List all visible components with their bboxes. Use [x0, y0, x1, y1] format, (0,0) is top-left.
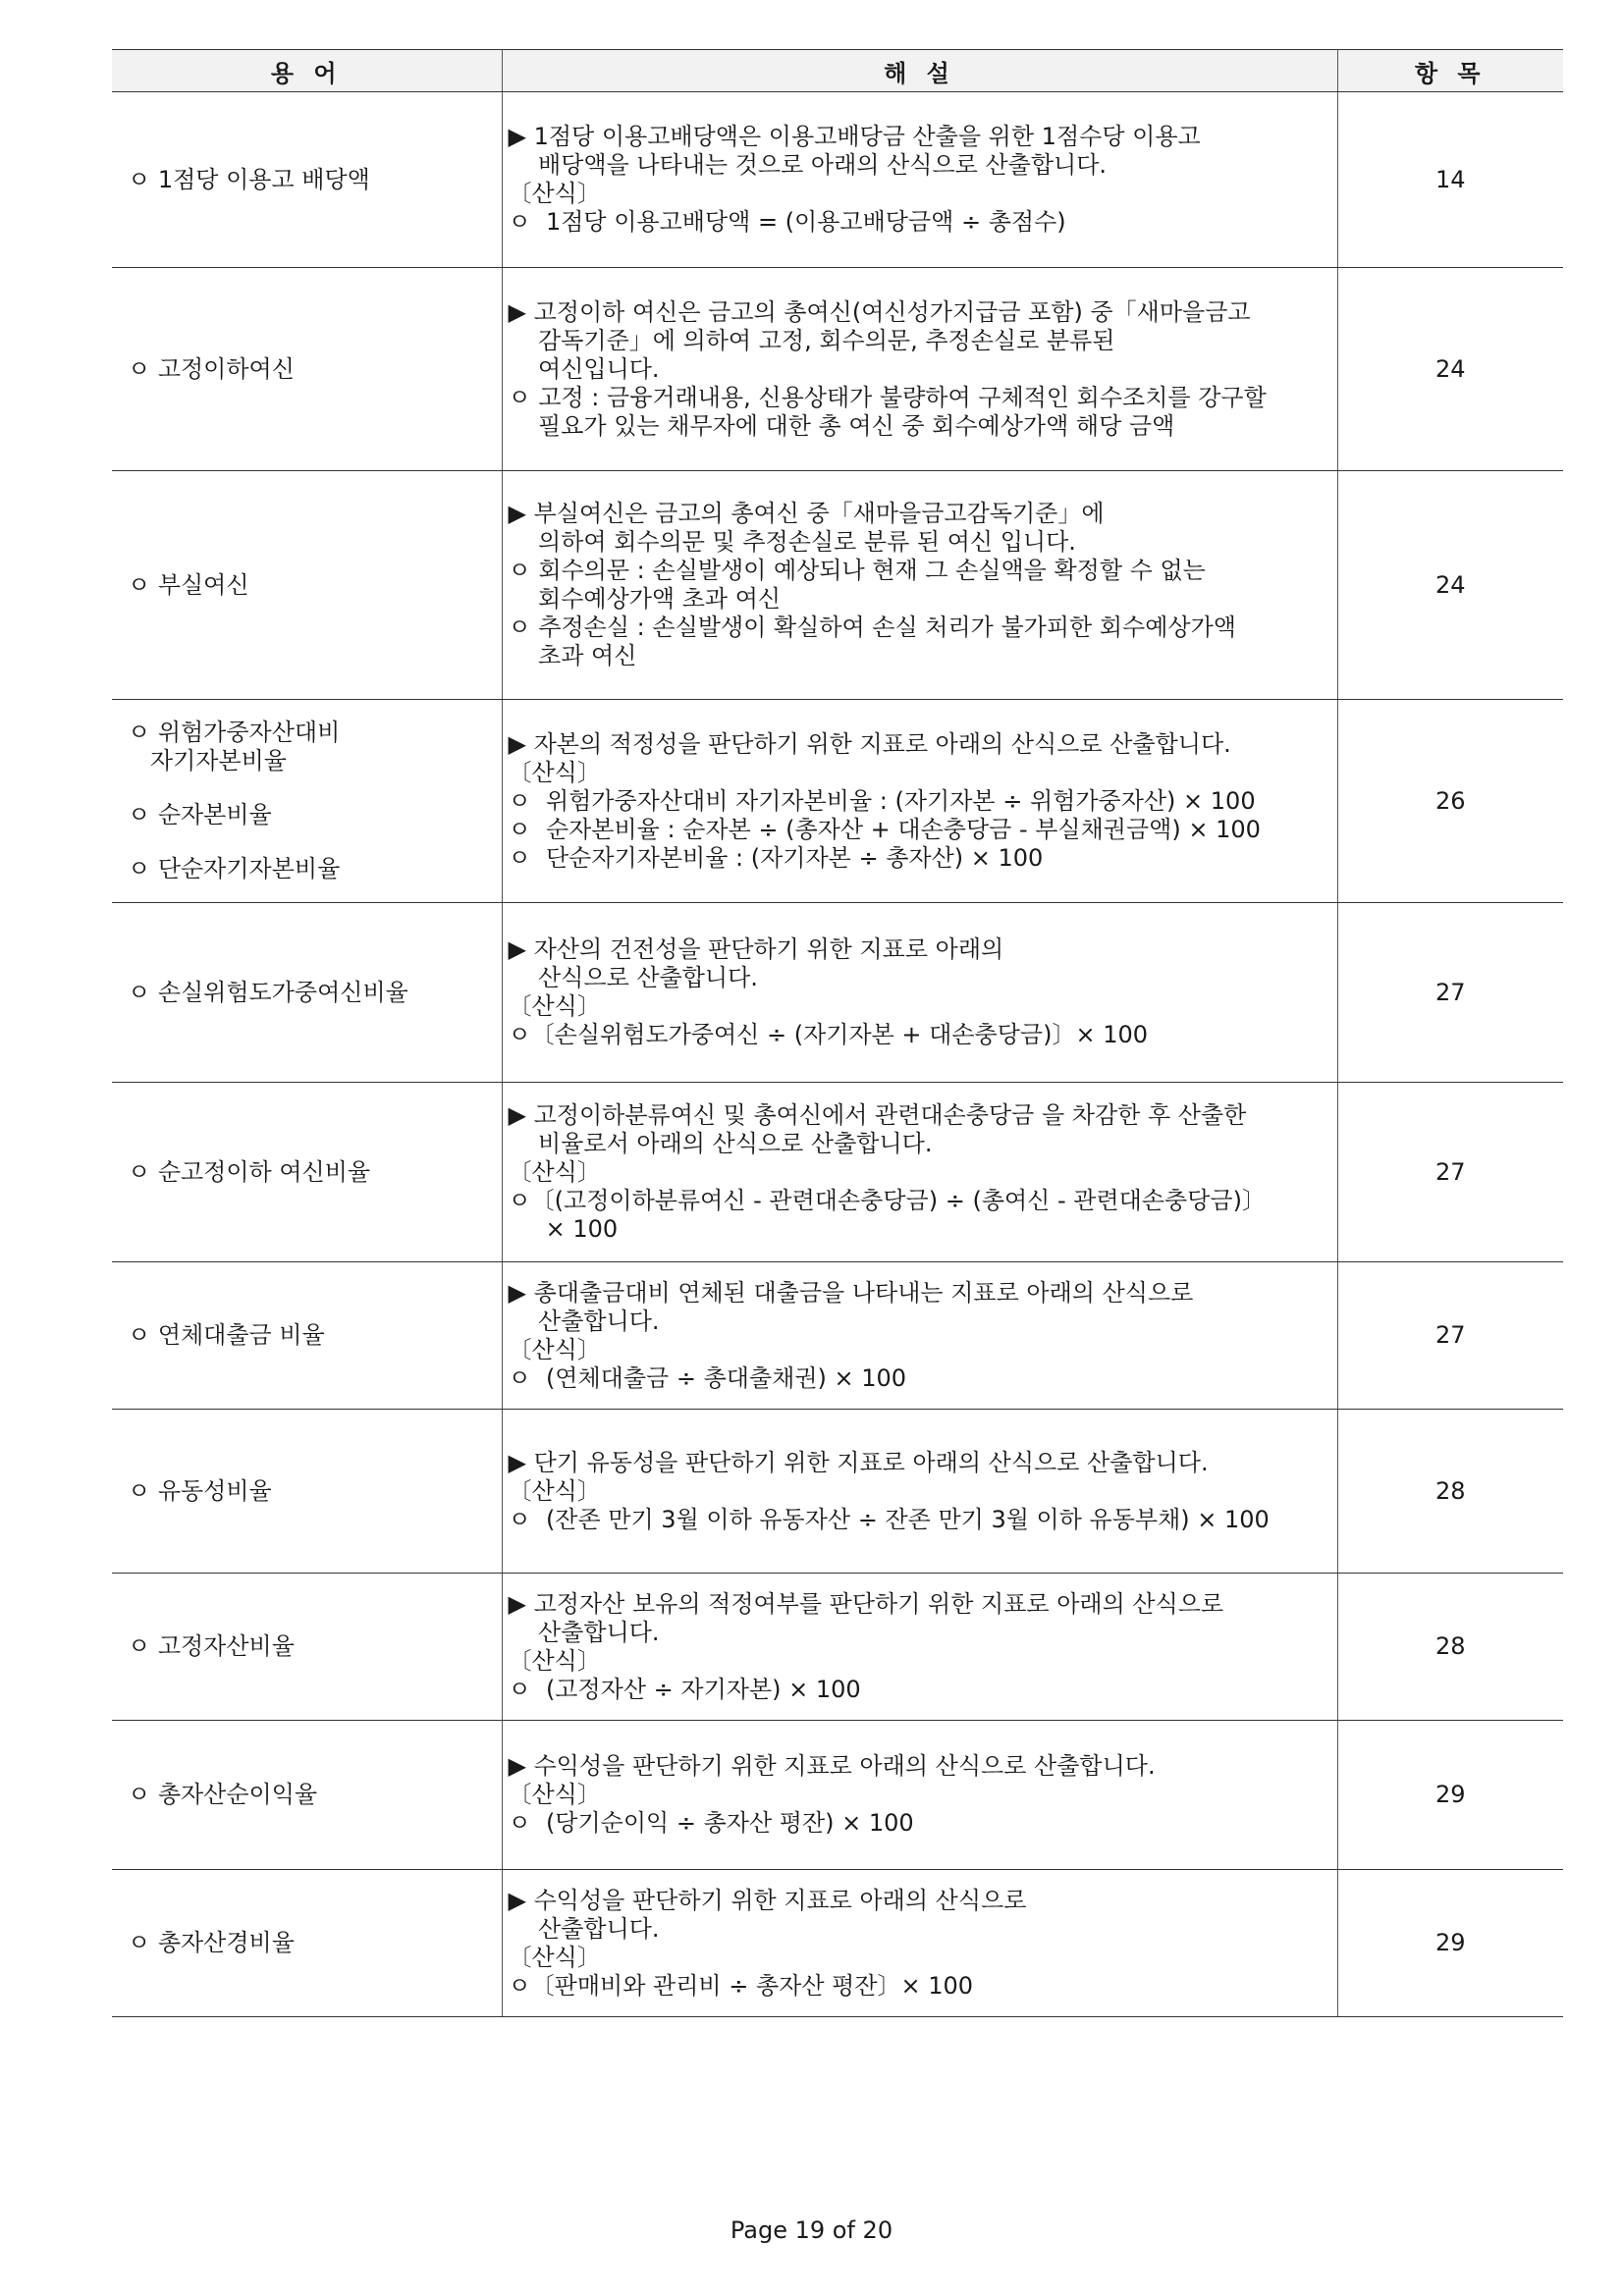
description-line: 〔산식〕 — [508, 1476, 601, 1505]
description-line: ▶ 고정이하분류여신 및 총여신에서 관련대손충당금 을 차감한 후 산출한 — [508, 1100, 1247, 1129]
table-row — [112, 1083, 1563, 1262]
description-line: 〔산식〕 — [508, 1335, 601, 1363]
term-label: ㅇ 고정자산비율 — [128, 1632, 295, 1660]
description-line: ㅇ 순자본비율 : 순자본 ÷ (총자산 + 대손충당금 - 부실채권금액) × 100 — [508, 815, 1261, 843]
term-label: ㅇ 유동성비율 — [128, 1476, 272, 1505]
table-row — [112, 92, 1563, 268]
description-line: 감독기준」에 의하여 고정, 회수의문, 추정손실로 분류된 — [508, 326, 1115, 354]
description-line: ㅇ (고정자산 ÷ 자기자본) × 100 — [508, 1675, 861, 1703]
description-line: 산출합니다. — [508, 1618, 660, 1646]
item-number-cell: 28 — [1337, 1410, 1563, 1574]
table-row — [112, 1262, 1563, 1410]
description-line: ㅇ 1점당 이용고배당액 = (이용고배당금액 ÷ 총점수) — [508, 208, 1066, 236]
description-line: ㅇ 위험가중자산대비 자기자본비율 : (자기자본 ÷ 위험가중자산) × 100 — [508, 786, 1256, 815]
description-line: 여신입니다. — [508, 354, 660, 383]
description-cell — [502, 1083, 1337, 1262]
description-line: ▶ 총대출금대비 연체된 대출금을 나타내는 지표로 아래의 산식으로 — [508, 1278, 1194, 1307]
description-line: ▶ 고정자산 보유의 적정여부를 판단하기 위한 지표로 아래의 산식으로 — [508, 1589, 1224, 1618]
description-line: 산출합니다. — [508, 1307, 660, 1335]
item-number-cell: 29 — [1337, 1870, 1563, 2017]
term-cell — [112, 903, 502, 1083]
term-cell — [112, 1083, 502, 1262]
description-line: ▶ 수익성을 판단하기 위한 지표로 아래의 산식으로 — [508, 1886, 1027, 1914]
item-number-cell: 14 — [1337, 92, 1563, 268]
term-label: ㅇ 위험가중자산대비 자기자본비율 — [128, 719, 341, 774]
description-line: 〔산식〕 — [508, 1157, 601, 1186]
item-column-header: 항 목 — [1337, 50, 1563, 92]
description-cell — [502, 471, 1337, 700]
description-line: ▶ 부실여신은 금고의 총여신 중「새마을금고감독기준」에 — [508, 500, 1105, 527]
description-line: ㅇ (당기순이익 ÷ 총자산 평잔) × 100 — [508, 1809, 914, 1837]
term-label: ㅇ 손실위험도가중여신비율 — [128, 978, 408, 1006]
description-cell — [502, 700, 1337, 903]
description-line: 산출합니다. — [508, 1914, 660, 1943]
table-row — [112, 1721, 1563, 1870]
item-number-cell: 26 — [1337, 700, 1563, 903]
item-number-cell: 28 — [1337, 1574, 1563, 1721]
term-cell — [112, 1574, 502, 1721]
description-line: ▶ 고정이하 여신은 금고의 총여신(여신성가지급금 포함) 중「새마을금고 — [508, 297, 1251, 326]
item-number-cell: 24 — [1337, 268, 1563, 471]
item-number-cell: 27 — [1337, 1262, 1563, 1410]
term-cell — [112, 268, 502, 471]
description-cell — [502, 92, 1337, 268]
glossary-table — [112, 49, 1563, 2017]
description-line: 비율로서 아래의 산식으로 산출합니다. — [508, 1129, 933, 1157]
table-header-row — [112, 50, 1563, 92]
table-body — [112, 92, 1563, 2017]
description-cell — [502, 1574, 1337, 1721]
term-cell — [112, 92, 502, 268]
term-label: ㅇ 총자산경비율 — [128, 1929, 295, 1956]
term-cell — [112, 1721, 502, 1870]
table-row — [112, 471, 1563, 700]
term-label: ㅇ 순자본비율 — [128, 801, 272, 828]
description-line: ㅇ (잔존 만기 3월 이하 유동자산 ÷ 잔존 만기 3월 이하 유동부채) × 100 — [508, 1505, 1270, 1533]
description-line: 〔산식〕 — [508, 1781, 601, 1808]
description-line: 〔산식〕 — [508, 992, 601, 1020]
description-line: ㅇ〔(고정이하분류여신 - 관련대손충당금) ÷ (총여신 - 관련대손충당금)〕 — [508, 1186, 1266, 1214]
term-label: ㅇ 순고정이하 여신비율 — [128, 1157, 371, 1186]
page-number: Page 19 of 20 — [730, 2216, 893, 2244]
description-cell — [502, 268, 1337, 471]
description-line: 필요가 있는 채무자에 대한 총 여신 중 회수예상가액 해당 금액 — [508, 411, 1175, 440]
term-label: ㅇ 1점당 이용고 배당액 — [128, 165, 370, 193]
description-cell — [502, 1410, 1337, 1574]
description-line: 배당액을 나타내는 것으로 아래의 산식으로 산출합니다. — [508, 151, 1108, 179]
description-line: 초과 여신 — [508, 642, 637, 669]
description-line: ㅇ (연체대출금 ÷ 총대출채권) × 100 — [508, 1363, 907, 1392]
description-line: ▶ 자본의 적정성을 판단하기 위한 지표로 아래의 산식으로 산출합니다. — [508, 729, 1231, 758]
description-cell — [502, 1870, 1337, 2017]
description-line: ㅇ〔판매비와 관리비 ÷ 총자산 평잔〕× 100 — [508, 1971, 974, 2000]
description-line: ▶ 1점당 이용고배당액은 이용고배당금 산출을 위한 1점수당 이용고 — [508, 123, 1201, 150]
description-line: ㅇ 고정 : 금융거래내용, 신용상태가 불량하여 구체적인 회수조치를 강구할 — [508, 383, 1267, 411]
term-label: ㅇ 단순자기자본비율 — [128, 855, 341, 882]
term-cell — [112, 1410, 502, 1574]
term-column-header: 용 어 — [112, 50, 502, 92]
table-row — [112, 700, 1563, 903]
description-line: 의하여 회수의문 및 추정손실로 분류 된 여신 입니다. — [508, 528, 1076, 556]
item-number-cell: 27 — [1337, 1083, 1563, 1262]
term-cell — [112, 1870, 502, 2017]
description-line: ▶ 수익성을 판단하기 위한 지표로 아래의 산식으로 산출합니다. — [508, 1752, 1156, 1780]
term-label: ㅇ 총자산순이익율 — [128, 1781, 318, 1808]
description-line: ㅇ 회수의문 : 손실발생이 예상되나 현재 그 손실액을 확정할 수 없는 — [508, 557, 1206, 584]
term-label: ㅇ 연체대출금 비율 — [128, 1321, 325, 1349]
description-column-header: 해 설 — [502, 50, 1337, 92]
description-line: 회수예상가액 초과 여신 — [508, 585, 782, 613]
description-line: ㅇ 추정손실 : 손실발생이 확실하여 손실 처리가 불가피한 회수예상가액 — [508, 614, 1236, 641]
description-line: ▶ 단기 유동성을 판단하기 위한 지표로 아래의 산식으로 산출합니다. — [508, 1448, 1209, 1476]
term-cell — [112, 1262, 502, 1410]
item-number-cell: 27 — [1337, 903, 1563, 1083]
table-row — [112, 1870, 1563, 2017]
table-row — [112, 268, 1563, 471]
table-row — [112, 903, 1563, 1083]
item-number-cell: 29 — [1337, 1721, 1563, 1870]
description-line: 〔산식〕 — [508, 758, 601, 786]
table-row — [112, 1574, 1563, 1721]
description-line: × 100 — [508, 1214, 619, 1243]
description-cell — [502, 1262, 1337, 1410]
term-label: ㅇ 부실여신 — [128, 570, 249, 599]
description-line: 〔산식〕 — [508, 180, 601, 207]
term-label: ㅇ 고정이하여신 — [128, 354, 295, 383]
description-line: ▶ 자산의 건전성을 판단하기 위한 지표로 아래의 — [508, 935, 1004, 963]
description-cell — [502, 903, 1337, 1083]
description-line: ㅇ 단순자기자본비율 : (자기자본 ÷ 총자산) × 100 — [508, 843, 1044, 872]
description-line: 산식으로 산출합니다. — [508, 964, 758, 991]
description-line: 〔산식〕 — [508, 1943, 601, 1971]
description-line: ㅇ〔손실위험도가중여신 ÷ (자기자본 + 대손충당금)〕× 100 — [508, 1021, 1149, 1048]
term-cell — [112, 471, 502, 700]
description-line: 〔산식〕 — [508, 1646, 601, 1675]
description-cell — [502, 1721, 1337, 1870]
term-cell — [112, 700, 502, 903]
item-number-cell: 24 — [1337, 471, 1563, 700]
table-row — [112, 1410, 1563, 1574]
